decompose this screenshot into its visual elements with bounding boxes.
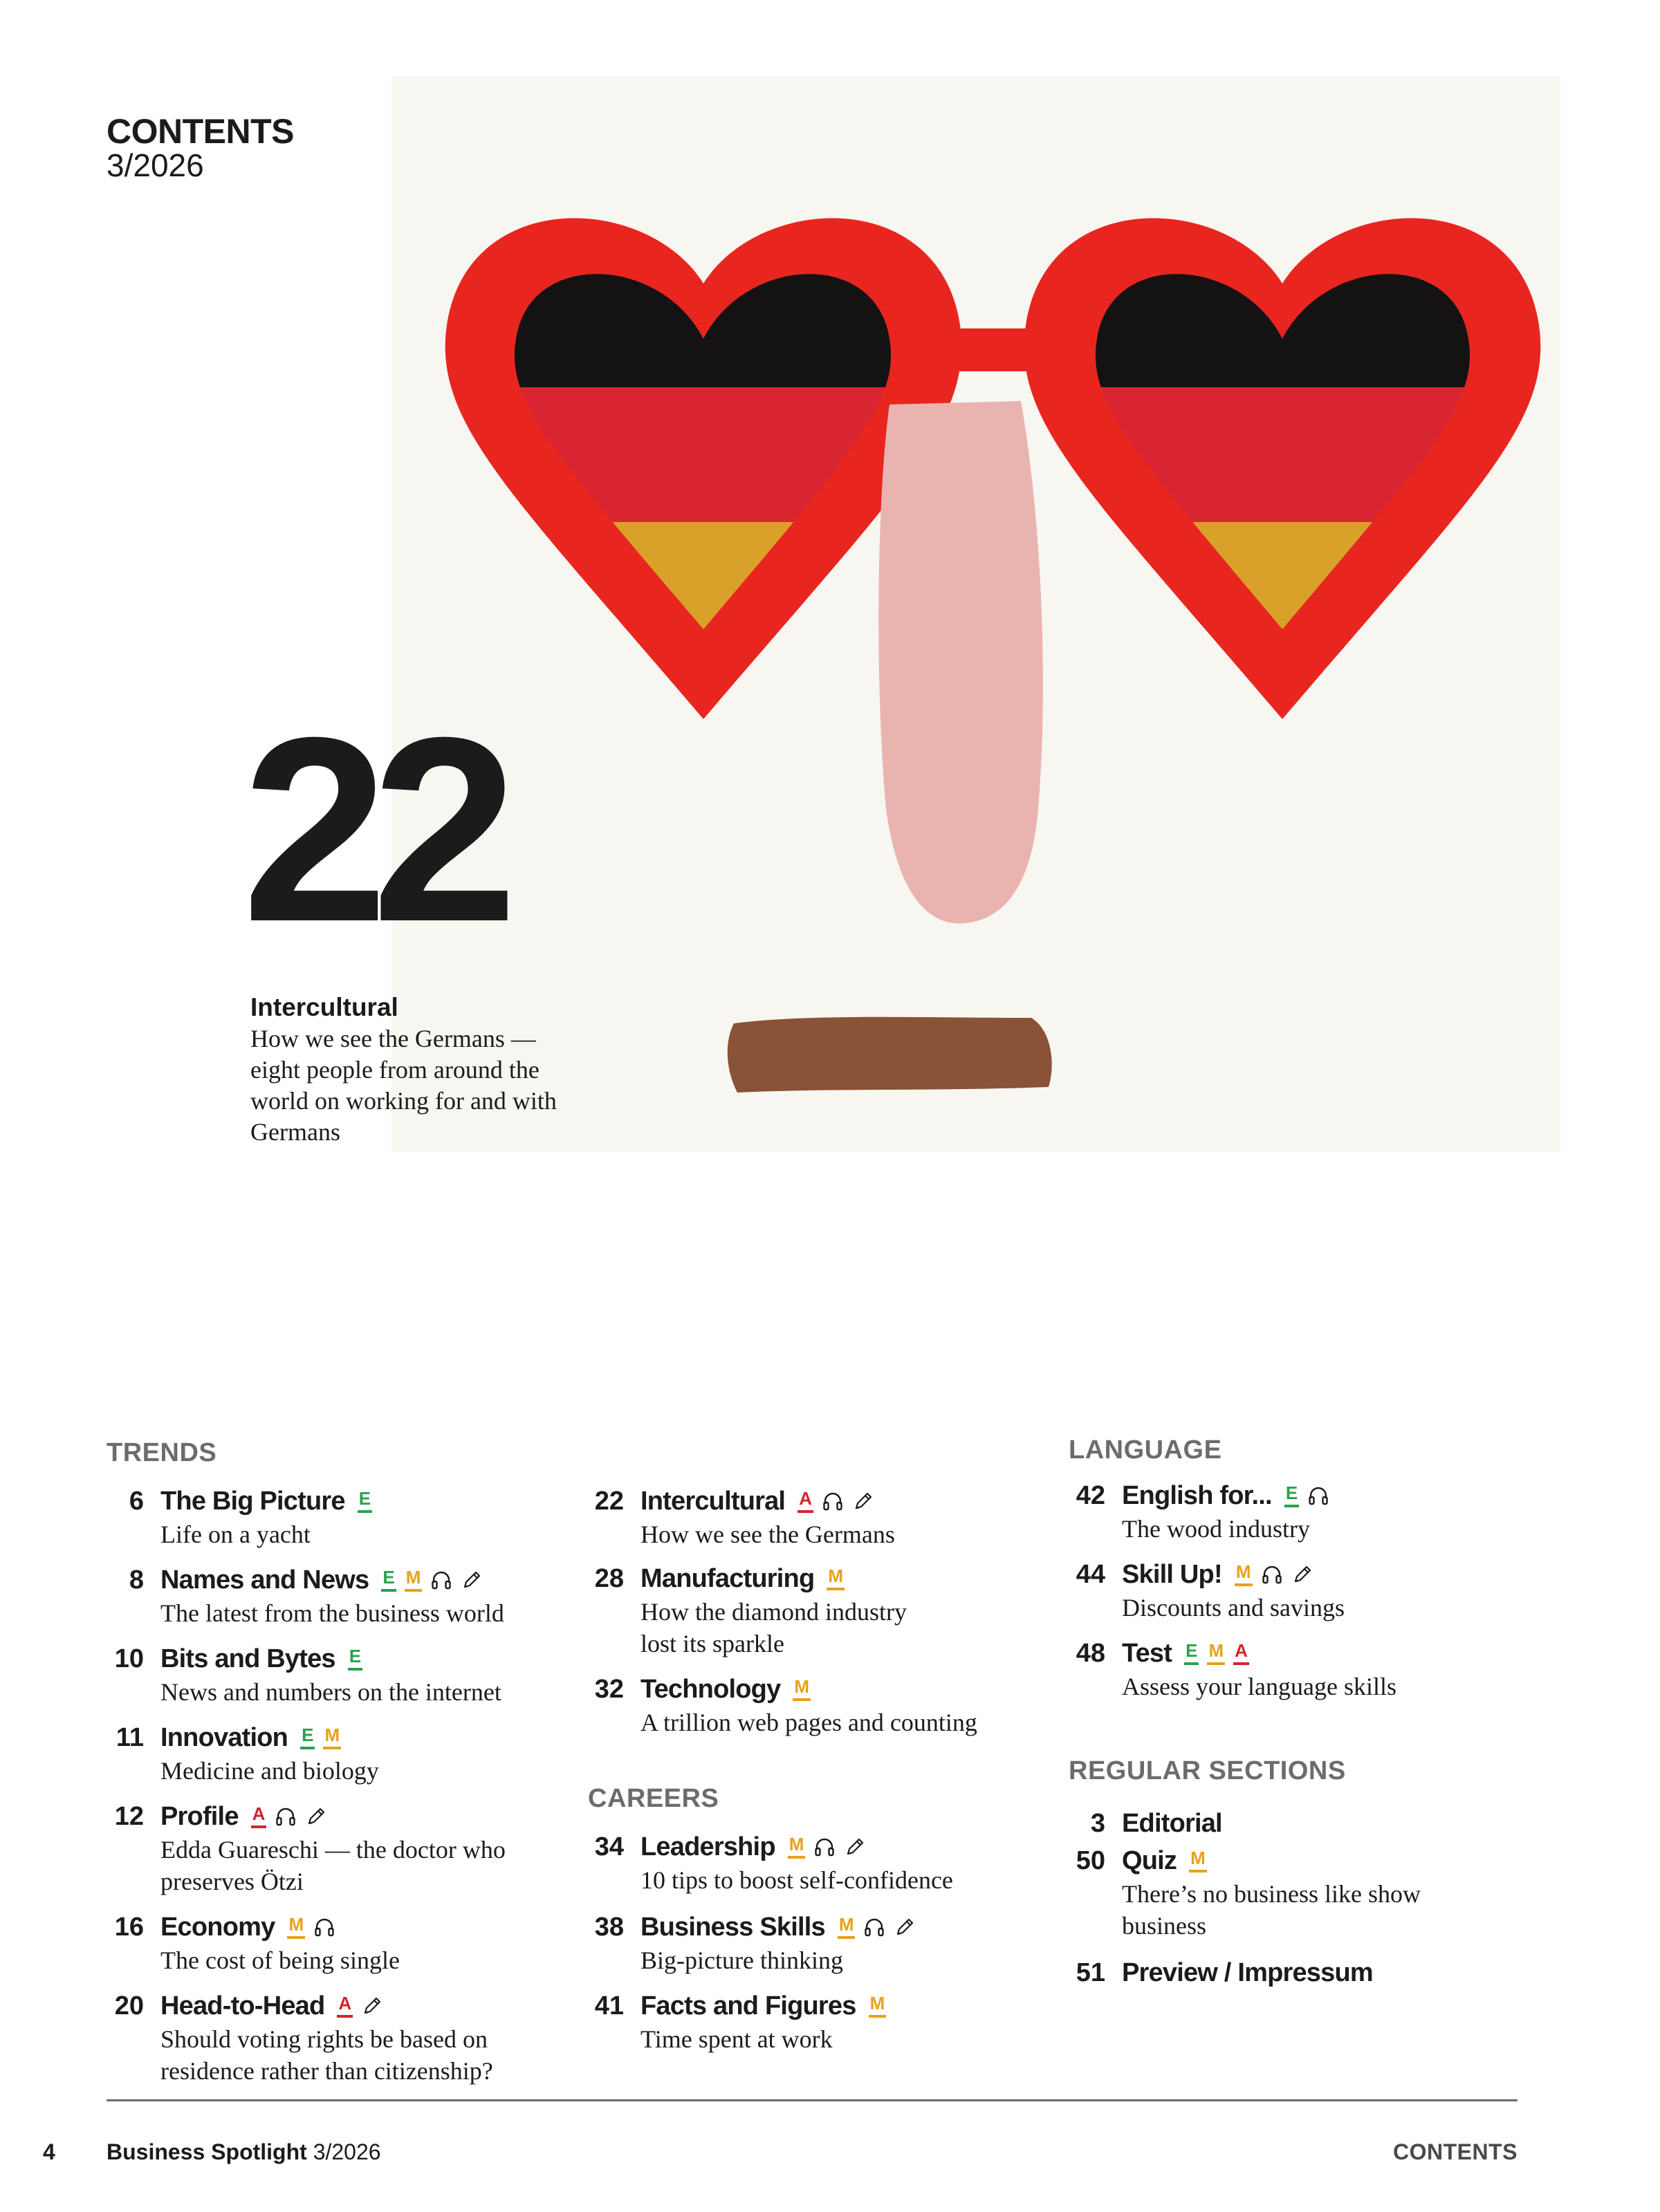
toc-description: How the diamond industry [640, 1598, 907, 1626]
feature-teaser[interactable] [250, 992, 582, 1148]
level-badge-m: M [838, 1915, 856, 1939]
toc-entry-header [1122, 1557, 1345, 1592]
feature-page-number: 22 [242, 682, 501, 976]
headphones-icon [863, 1916, 885, 1938]
toc-page-number: 10 [114, 1644, 144, 1673]
level-badges [358, 1489, 372, 1513]
toc-entry-preview-impressum[interactable] [1076, 1955, 1373, 1990]
feature-description: How we see the Germans — eight people from around the world on working for and with Germans [250, 1025, 557, 1146]
cover-illustration [391, 76, 1560, 1151]
toc-entry-test[interactable] [1076, 1636, 1396, 1702]
toc-description: Should voting rights be based on [160, 2025, 488, 2053]
toc-title: Editorial [1122, 1809, 1222, 1838]
level-badges [251, 1805, 328, 1828]
toc-title: Preview / Impressum [1122, 1958, 1373, 1987]
toc-entry-header [160, 1484, 372, 1518]
level-badge-m: M [323, 1726, 341, 1749]
toc-description: A trillion web pages and counting [640, 1709, 977, 1736]
toc-title: Bits and Bytes [160, 1644, 335, 1673]
toc-page-number: 51 [1076, 1958, 1105, 1987]
toc-entry-head-to-head[interactable] [114, 1989, 493, 2087]
toc-description: Discounts and savings [1122, 1594, 1345, 1621]
magazine-name: Business Spotlight [107, 2139, 307, 2164]
toc-entry-facts-and-figures[interactable] [594, 1989, 886, 2055]
toc-entry-editorial[interactable] [1090, 1806, 1222, 1841]
level-badges [788, 1835, 867, 1859]
level-badge-e: E [348, 1647, 362, 1671]
level-badge-e: E [1184, 1642, 1199, 1665]
toc-entry-innovation[interactable] [116, 1720, 379, 1787]
toc-page-number: 6 [129, 1487, 144, 1516]
level-badges [827, 1567, 845, 1590]
toc-entry-bits-and-bytes[interactable] [114, 1642, 501, 1708]
section-heading-regular: REGULAR SECTIONS [1069, 1756, 1346, 1785]
footer-divider [107, 2099, 1518, 2101]
toc-page-number: 28 [594, 1564, 624, 1593]
toc-description: The wood industry [1122, 1515, 1310, 1543]
toc-entry-header [1122, 1806, 1222, 1841]
toc-entry-header [160, 1799, 506, 1834]
toc-title: The Big Picture [160, 1487, 345, 1516]
toc-entry-economy[interactable] [114, 1910, 400, 1976]
pencil-icon [361, 1995, 383, 2017]
level-badge-a: A [797, 1489, 813, 1513]
level-badges [337, 1994, 383, 2018]
pencil-icon [852, 1490, 874, 1512]
toc-entry-header [640, 1484, 895, 1518]
toc-description: Time spent at work [640, 2025, 833, 2053]
toc-page-number: 16 [114, 1913, 144, 1942]
toc-page-number: 42 [1076, 1481, 1105, 1510]
level-badge-a: A [251, 1805, 267, 1828]
level-badges [869, 1994, 887, 2018]
toc-entry-header [640, 1672, 977, 1707]
toc-entry-header [160, 1642, 501, 1676]
pencil-icon [1291, 1563, 1313, 1586]
toc-page-number: 44 [1076, 1560, 1105, 1589]
nose [878, 401, 1043, 924]
toc-title: Leadership [640, 1832, 775, 1861]
level-badge-m: M [793, 1677, 811, 1701]
pencil-icon [461, 1569, 483, 1591]
level-badges [793, 1677, 811, 1701]
level-badge-e: E [300, 1726, 315, 1749]
toc-title: Skill Up! [1122, 1560, 1222, 1589]
toc-description: business [1122, 1912, 1207, 1940]
level-badge-m: M [1207, 1642, 1225, 1665]
footer-page-number: 4 [43, 2139, 55, 2164]
level-badge-e: E [358, 1489, 372, 1513]
toc-title: Names and News [160, 1565, 369, 1595]
level-badge-m: M [1235, 1563, 1253, 1586]
toc-title: Technology [640, 1675, 781, 1704]
toc-entry-header [1122, 1955, 1373, 1990]
toc-description: How we see the Germans [640, 1521, 895, 1548]
headphones-icon [1261, 1563, 1283, 1586]
toc-page-number: 11 [116, 1723, 144, 1752]
section-heading-trends: TRENDS [107, 1438, 217, 1467]
toc-page-number: 32 [594, 1675, 624, 1704]
issue-label: 3/2026 [107, 147, 204, 183]
feature-title: Intercultural [250, 993, 398, 1021]
footer-section: CONTENTS [1393, 2139, 1518, 2164]
headphones-icon [313, 1916, 335, 1938]
level-badges [300, 1726, 341, 1749]
toc-title: Quiz [1122, 1846, 1177, 1875]
toc-description: 10 tips to boost self-confidence [640, 1866, 953, 1894]
toc-entry-header [640, 1989, 886, 2023]
toc-entry-the-big-picture[interactable] [129, 1484, 372, 1550]
level-badge-a: A [1233, 1642, 1249, 1665]
level-badges [797, 1489, 874, 1513]
mouth [728, 1017, 1052, 1093]
toc-entry-skill-up[interactable] [1076, 1557, 1345, 1624]
toc-title: Innovation [160, 1723, 288, 1752]
level-badges [1235, 1563, 1313, 1586]
toc-page-number: 3 [1090, 1809, 1105, 1838]
toc-description: Edda Guareschi — the doctor who [160, 1836, 506, 1864]
section-heading-language: LANGUAGE [1069, 1435, 1222, 1465]
toc-entry-technology[interactable] [594, 1672, 977, 1738]
toc-entry-header [1122, 1843, 1421, 1878]
pencil-icon [844, 1836, 866, 1858]
toc-description: Big-picture thinking [640, 1946, 843, 1974]
toc-page-number: 12 [114, 1802, 144, 1831]
section-heading-careers: CAREERS [588, 1784, 719, 1813]
level-badge-e: E [381, 1568, 396, 1592]
toc-page-number: 22 [594, 1487, 624, 1516]
toc-page-number: 50 [1076, 1846, 1105, 1875]
toc-description: Assess your language skills [1122, 1673, 1396, 1700]
toc-page-number: 38 [594, 1913, 624, 1942]
toc-title: Head-to-Head [160, 1991, 325, 2020]
level-badges [1184, 1642, 1249, 1665]
toc-entry-header [1122, 1636, 1396, 1671]
toc-description: Life on a yacht [160, 1521, 311, 1548]
footer-magazine [107, 2139, 381, 2165]
toc-description: News and numbers on the internet [160, 1678, 501, 1706]
toc-entry-leadership[interactable] [594, 1830, 953, 1896]
toc-entry-manufacturing[interactable] [594, 1561, 907, 1660]
headphones-icon [822, 1490, 844, 1512]
toc-entry-header [160, 1910, 400, 1944]
contents-header [107, 113, 294, 181]
toc-title: Manufacturing [640, 1564, 815, 1593]
headphones-icon [430, 1569, 452, 1591]
toc-entry-header [1122, 1478, 1329, 1513]
toc-description: There’s no business like show [1122, 1880, 1421, 1908]
toc-description: lost its sparkle [640, 1630, 784, 1657]
toc-title: English for... [1122, 1481, 1272, 1510]
toc-entry-profile[interactable] [114, 1799, 506, 1897]
level-badge-m: M [827, 1567, 845, 1590]
toc-entry-header [160, 1989, 493, 2023]
toc-page-number: 20 [114, 1991, 144, 2020]
level-badges [348, 1647, 362, 1671]
headphones-icon [813, 1836, 836, 1858]
level-badges [287, 1915, 335, 1939]
toc-description: The latest from the business world [160, 1599, 504, 1627]
pencil-icon [894, 1916, 916, 1938]
toc-entry-intercultural[interactable] [594, 1484, 895, 1550]
level-badge-e: E [1284, 1484, 1299, 1507]
toc-entry-header [160, 1563, 504, 1597]
toc-description: residence rather than citizenship? [160, 2057, 493, 2085]
toc-title: Business Skills [640, 1913, 825, 1942]
toc-description: The cost of being single [160, 1946, 400, 1974]
toc-entry-header [160, 1720, 379, 1755]
headphones-icon [275, 1805, 297, 1828]
toc-description: Medicine and biology [160, 1757, 379, 1785]
toc-page-number: 8 [129, 1565, 144, 1595]
headphones-icon [1307, 1485, 1329, 1507]
footer-issue: 3/2026 [313, 2139, 381, 2164]
pencil-icon [305, 1805, 327, 1828]
toc-entry-names-and-news[interactable] [129, 1563, 504, 1629]
toc-page-number: 48 [1076, 1639, 1105, 1668]
level-badge-m: M [788, 1835, 806, 1859]
toc-page-number: 34 [594, 1832, 624, 1861]
level-badges [381, 1568, 483, 1592]
heart-sunglasses-face-icon [391, 76, 1560, 1151]
toc-title: Economy [160, 1913, 275, 1942]
toc-entry-header [640, 1561, 907, 1596]
toc-title: Facts and Figures [640, 1991, 856, 2020]
level-badge-a: A [337, 1994, 353, 2018]
page-title: CONTENTS [107, 112, 294, 151]
level-badge-m: M [287, 1915, 305, 1939]
toc-title: Profile [160, 1802, 239, 1831]
level-badges [838, 1915, 916, 1939]
level-badges [1189, 1849, 1207, 1872]
level-badges [1284, 1484, 1329, 1507]
toc-title: Intercultural [640, 1487, 786, 1516]
toc-title: Test [1122, 1639, 1172, 1668]
toc-entry-header [640, 1910, 916, 1944]
toc-entry-header [640, 1830, 953, 1864]
bridge [945, 328, 1042, 371]
toc-description: preserves Ötzi [160, 1868, 304, 1895]
level-badge-m: M [405, 1568, 423, 1592]
toc-entry-quiz[interactable] [1076, 1843, 1421, 1942]
toc-page-number: 41 [594, 1991, 624, 2020]
toc-entry-business-skills[interactable] [594, 1910, 916, 1976]
level-badge-m: M [1189, 1849, 1207, 1872]
toc-entry-english-for[interactable] [1076, 1478, 1329, 1545]
level-badge-m: M [869, 1994, 887, 2018]
